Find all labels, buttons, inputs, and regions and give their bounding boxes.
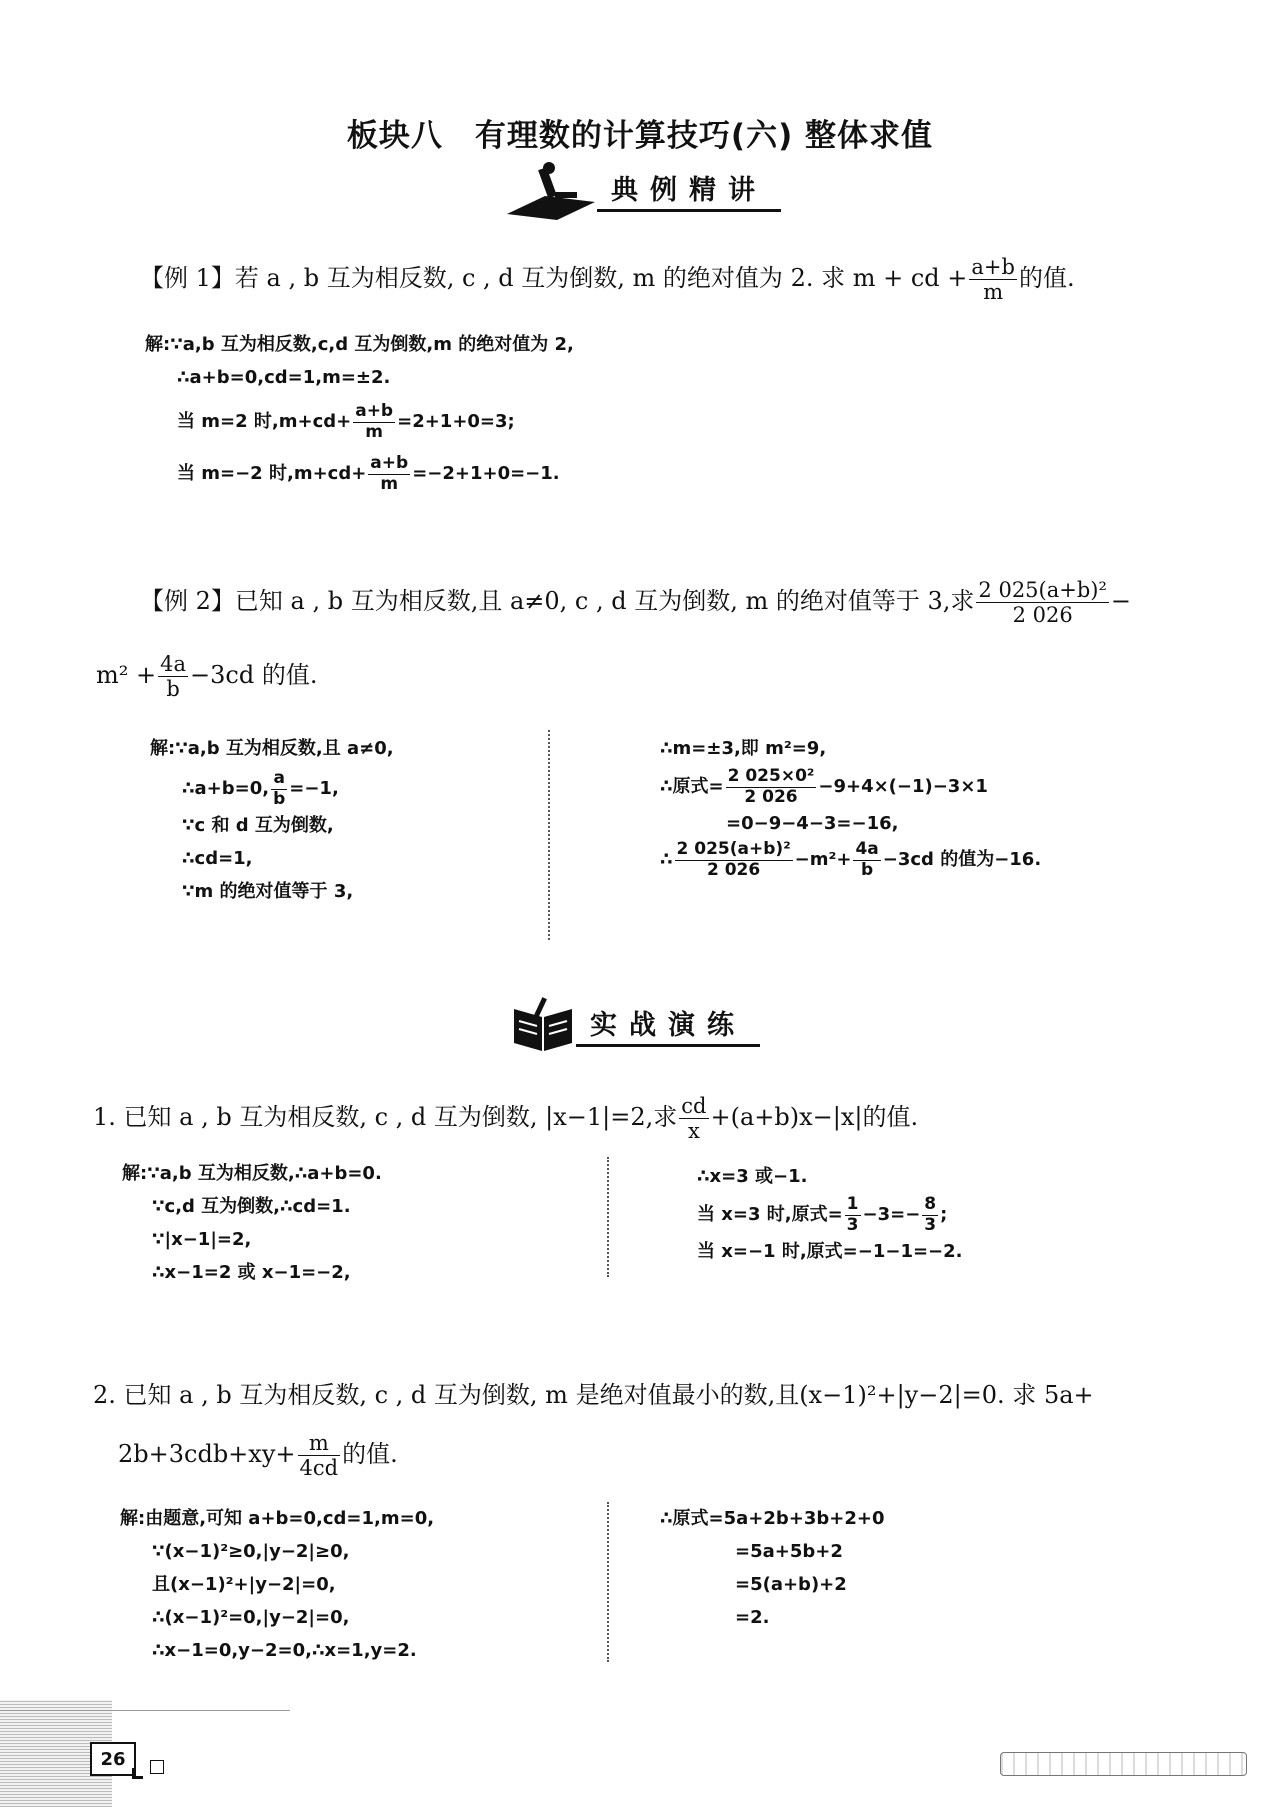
solution-line [660, 767, 1041, 807]
solution-line: 当 x=−1 时,原式=−1−1=−2. [697, 1241, 963, 1263]
solution-line [660, 840, 1041, 880]
fraction [271, 769, 287, 809]
numerator: a+b [370, 453, 409, 474]
solution-line: =5a+5b+2 [735, 1541, 843, 1562]
numerator: 1 [846, 1194, 859, 1214]
section-title-examples: 典例精讲 [597, 168, 781, 212]
denominator: 2 026 [1012, 603, 1073, 628]
solution-text: −3cd 的值为−16. [882, 849, 1042, 871]
solution-line: ∴m=±3,即 m²=9, [660, 738, 827, 759]
section-badge-practice [510, 995, 760, 1055]
denominator: 4cd [299, 1456, 339, 1481]
question-text: 2b+3cdb+xy+ [118, 1440, 296, 1469]
fraction [353, 402, 395, 442]
numerator: 4a [855, 839, 879, 860]
practice-2-solution-right [660, 1502, 884, 1634]
solution-line [145, 454, 574, 494]
numerator: 4a [160, 652, 187, 676]
solution-text: =−2+1+0=−1. [412, 463, 560, 485]
numerator: 8 [924, 1194, 937, 1214]
checkbox-icon [150, 1760, 164, 1774]
numerator: cd [681, 1094, 707, 1118]
example-2-solution-right [660, 732, 1041, 880]
fraction [158, 652, 188, 701]
solution-line: =5(a+b)+2 [735, 1574, 847, 1595]
denominator: b [273, 788, 286, 809]
question-text: m² + [96, 661, 157, 690]
question-text: 的值. [1018, 264, 1075, 293]
example-1-question [140, 255, 1075, 304]
page-number: 26 [90, 1742, 136, 1776]
solution-text: −3=− [862, 1204, 921, 1226]
solution-line [697, 1195, 963, 1235]
solution-text: 当 m=−2 时,m+cd+ [177, 463, 367, 485]
book-icon [510, 995, 576, 1055]
question-text: 【例 1】若 a , b 互为相反数, c , d 互为倒数, m 的绝对值为 2. 求 m + cd + [140, 264, 968, 293]
column-divider [548, 730, 550, 940]
denominator: b [861, 859, 874, 880]
column-divider [607, 1502, 609, 1662]
solution-line: ∴x−1=0,y−2=0,∴x=1,y=2. [152, 1640, 417, 1661]
solution-line [150, 769, 394, 809]
numerator: a [271, 769, 287, 790]
solution-line: ∴x=3 或−1. [697, 1166, 808, 1187]
numerator: a+b [971, 255, 1015, 279]
fraction [845, 1195, 861, 1235]
solution-line: 解:由题意,可知 a+b=0,cd=1,m=0, [120, 1508, 435, 1529]
denominator: m [365, 421, 384, 442]
solution-line: 且(x−1)²+|y−2|=0, [152, 1574, 336, 1595]
denominator: 2 026 [706, 859, 761, 880]
numerator: 2 025×0² [727, 766, 815, 786]
solution-line: ∴(x−1)²=0,|y−2|=0, [152, 1607, 350, 1628]
solution-line: ∵c,d 互为倒数,∴cd=1. [152, 1196, 351, 1217]
solution-text: =2+1+0=3; [397, 411, 515, 433]
fraction [922, 1195, 938, 1235]
solution-line: =0−9−4−3=−16, [726, 813, 899, 835]
solution-text: −m²+ [794, 849, 852, 871]
solution-text: ∴ [660, 849, 673, 871]
solution-line: ∴cd=1, [182, 848, 253, 870]
fraction [976, 578, 1108, 627]
numerator: 2 025(a+b)² [676, 839, 791, 860]
footer-rule [0, 1710, 290, 1711]
denominator: b [166, 677, 180, 702]
question-text: 1. 已知 a , b 互为相反数, c , d 互为倒数, |x−1|=2,求 [93, 1103, 678, 1132]
solution-line: =2. [735, 1607, 770, 1628]
solution-text: =−1, [289, 778, 339, 800]
numerator: 2 025(a+b)² [978, 578, 1107, 602]
footer-bar-decoration [1000, 1752, 1247, 1776]
practice-1-solution-right [697, 1160, 963, 1268]
question-text: −3cd 的值. [190, 661, 318, 690]
solution-line: ∴x−1=2 或 x−1=−2, [152, 1262, 351, 1283]
solution-line: ∵|x−1|=2, [152, 1229, 252, 1250]
example-2-solution-left [150, 732, 394, 908]
practice-2-question-line-1: 2. 已知 a , b 互为相反数, c , d 互为倒数, m 是绝对值最小的数,且(x−1)²+|y−2|=0. 求 5a+ [93, 1381, 1094, 1409]
practice-2-question-line-2 [118, 1431, 398, 1480]
practice-1-solution-left [122, 1157, 382, 1289]
solution-line: ∴原式=5a+2b+3b+2+0 [660, 1508, 885, 1529]
example-1-solution [145, 328, 574, 494]
fraction [298, 1431, 341, 1480]
section-title-practice: 实战演练 [576, 1003, 760, 1047]
fraction [853, 840, 880, 880]
solution-line: ∵c 和 d 互为倒数, [182, 815, 334, 837]
practice-1-question [93, 1094, 918, 1143]
example-2-question-line-1 [140, 578, 1131, 627]
solution-text: −9+4×(−1)−3×1 [818, 776, 988, 798]
question-text: − [1110, 587, 1132, 616]
fraction [969, 255, 1017, 304]
numerator: m [298, 1431, 341, 1456]
example-2-question-line-2 [96, 652, 317, 701]
question-text: 【例 2】已知 a , b 互为相反数,且 a≠0, c , d 互为倒数, m 的绝对值等于 3,求 [140, 587, 975, 616]
solution-line: 解:∵a,b 互为相反数,且 a≠0, [150, 738, 394, 759]
solution-text: ; [940, 1204, 948, 1226]
page-corner-mark [132, 1768, 143, 1779]
denominator: 2 026 [744, 786, 798, 807]
solution-line: ∵(x−1)²≥0,|y−2|≥0, [152, 1541, 350, 1562]
question-text: +(a+b)x−|x|的值. [710, 1103, 919, 1132]
solution-text: ∴原式= [660, 776, 724, 798]
denominator: m [983, 280, 1004, 305]
section-badge-examples [505, 158, 781, 222]
solution-line: ∴a+b=0,cd=1,m=±2. [177, 367, 391, 388]
fraction [675, 840, 793, 880]
denominator: 3 [846, 1214, 859, 1235]
denominator: x [687, 1119, 700, 1144]
solution-line: ∵m 的绝对值等于 3, [182, 881, 354, 903]
solution-text: 当 x=3 时,原式= [697, 1204, 843, 1226]
column-divider [607, 1157, 609, 1277]
solution-line: 解:∵a,b 互为相反数,∴a+b=0. [122, 1163, 382, 1184]
fraction [679, 1094, 708, 1143]
solution-text: ∴a+b=0, [182, 778, 270, 800]
solution-line: 解:∵a,b 互为相反数,c,d 互为倒数,m 的绝对值为 2, [145, 334, 574, 355]
question-text: 的值. [342, 1440, 398, 1469]
solution-line [145, 402, 574, 442]
microscope-icon [505, 158, 597, 222]
page-title: 板块八 有理数的计算技巧(六) 整体求值 [346, 118, 934, 154]
solution-text: 当 m=2 时,m+cd+ [177, 411, 352, 433]
denominator: m [380, 473, 399, 494]
fraction [368, 454, 410, 494]
denominator: 3 [924, 1214, 937, 1235]
practice-2-solution-left [120, 1502, 434, 1667]
fraction [726, 767, 817, 807]
numerator: a+b [355, 401, 394, 421]
